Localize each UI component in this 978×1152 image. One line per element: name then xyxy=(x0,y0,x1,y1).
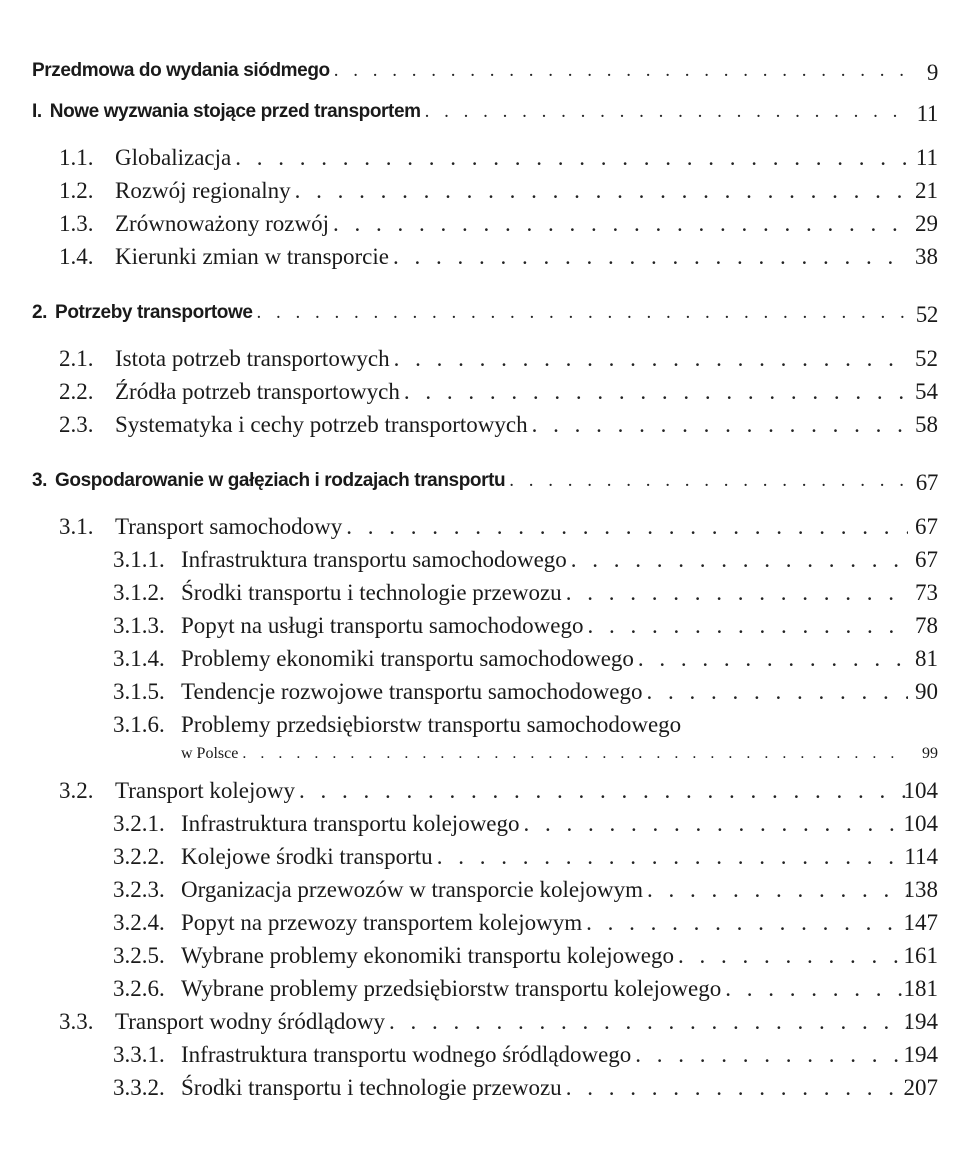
toc-leader-dots xyxy=(638,646,908,672)
toc-entry xyxy=(0,910,978,944)
toc-leader-dots xyxy=(587,613,908,639)
toc-entry xyxy=(0,178,978,212)
toc-title: Organizacja przewozów w transporcie kolejowym xyxy=(181,877,643,902)
toc-entry-text xyxy=(59,379,908,413)
toc-entry xyxy=(0,811,978,845)
toc-entry xyxy=(0,1009,978,1043)
toc-page-number: 67 xyxy=(915,470,938,495)
toc-leader-dots xyxy=(334,60,908,82)
toc-entry-text xyxy=(113,712,908,746)
toc-entry-text xyxy=(113,679,908,713)
toc-page-number: 104 xyxy=(903,778,938,803)
toc-entry xyxy=(0,613,978,647)
toc-chapter-entry xyxy=(0,302,978,336)
toc-number: 1.4. xyxy=(59,244,94,269)
toc-number: 2.3. xyxy=(59,412,94,437)
toc-leader-dots xyxy=(257,302,908,324)
toc-number: 3.1.1. xyxy=(113,547,165,572)
toc-title: Potrzeby transportowe xyxy=(55,302,253,323)
toc-title: Kierunki zmian w transporcie xyxy=(115,244,389,269)
toc-number: 2.2. xyxy=(59,379,94,404)
toc-title: Źródła potrzeb transportowych xyxy=(115,379,400,404)
toc-leader-dots xyxy=(346,514,908,540)
toc-entry-text xyxy=(113,811,908,845)
toc-entry xyxy=(0,346,978,380)
toc-leader-dots xyxy=(586,910,908,936)
toc-leader-dots xyxy=(524,811,908,837)
toc-number: 3.3. xyxy=(59,1009,94,1034)
toc-number: 3.2.6. xyxy=(113,976,165,1001)
toc-leader-dots xyxy=(404,379,908,405)
toc-entry-text xyxy=(113,844,908,878)
toc-page-number: 38 xyxy=(915,244,938,269)
toc-title: Przedmowa do wydania siódmego xyxy=(32,60,330,81)
toc-title: Kolejowe środki transportu xyxy=(181,844,433,869)
toc-entry-text xyxy=(59,145,908,179)
toc-page-number: 104 xyxy=(903,811,938,836)
toc-entry-text xyxy=(113,547,908,581)
toc-page-number: 9 xyxy=(926,60,938,85)
toc-entry-text xyxy=(59,346,908,380)
toc-entry xyxy=(0,646,978,680)
toc-page-number: 52 xyxy=(915,302,938,327)
toc-leader-dots xyxy=(389,1009,908,1035)
toc-entry-text xyxy=(113,877,908,911)
toc-leader-dots xyxy=(295,178,908,204)
toc-number: 3.1. xyxy=(59,514,94,539)
toc-page-number: 147 xyxy=(903,910,938,935)
toc-page-number: 67 xyxy=(915,514,938,539)
toc-entry-text xyxy=(59,1009,908,1043)
toc-leader-dots xyxy=(437,844,908,870)
toc-title: Wybrane problemy przedsiębiorstw transportu kolejowego xyxy=(181,976,722,1001)
toc-leader-dots xyxy=(333,211,908,237)
toc-leader-dots xyxy=(394,346,908,372)
toc-number: 3.2.5. xyxy=(113,943,165,968)
toc-entry-text xyxy=(59,211,908,245)
toc-page-number: 78 xyxy=(915,613,938,638)
toc-entry-text xyxy=(32,60,908,94)
toc-page-number: 114 xyxy=(904,844,938,869)
toc-title: Wybrane problemy ekonomiki transportu kolejowego xyxy=(181,943,674,968)
toc-number: 3.1.6. xyxy=(113,712,165,737)
toc-chapter-entry xyxy=(0,470,978,504)
toc-entry-text xyxy=(59,178,908,212)
toc-entry-text xyxy=(181,745,908,779)
toc-page-number: 90 xyxy=(915,679,938,704)
toc-number: 3.2. xyxy=(59,778,94,803)
toc-number: 1.2. xyxy=(59,178,94,203)
toc-number: 2.1. xyxy=(59,346,94,371)
toc-title: Infrastruktura transportu kolejowego xyxy=(181,811,520,836)
toc-leader-dots xyxy=(678,943,908,969)
toc-leader-dots xyxy=(646,679,908,705)
toc-page-number: 138 xyxy=(903,877,938,902)
toc-number: 3.2.4. xyxy=(113,910,165,935)
toc-leader-dots xyxy=(509,470,908,492)
toc-title: w Polsce xyxy=(181,745,239,762)
toc-entry-text xyxy=(113,1042,908,1076)
toc-title: Istota potrzeb transportowych xyxy=(115,346,390,371)
toc-entry xyxy=(0,778,978,812)
toc-number: 3.1.3. xyxy=(113,613,165,638)
toc-leader-dots xyxy=(532,412,908,438)
toc-number: I. xyxy=(32,101,42,122)
toc-entry xyxy=(0,244,978,278)
toc-page-number: 11 xyxy=(915,145,938,170)
toc-entry xyxy=(0,211,978,245)
toc-chapter-entry xyxy=(0,60,978,94)
toc-number: 3.1.2. xyxy=(113,580,165,605)
toc-entry-text xyxy=(59,244,908,278)
toc-page-number: 11 xyxy=(916,101,938,126)
toc-entry-text xyxy=(113,943,908,977)
toc-title: Transport wodny śródlądowy xyxy=(115,1009,386,1034)
toc-number: 3.2.2. xyxy=(113,844,165,869)
toc-number: 1.3. xyxy=(59,211,94,236)
toc-page-number: 161 xyxy=(903,943,938,968)
toc-title: Popyt na przewozy transportem kolejowym xyxy=(181,910,583,935)
toc-page-number: 54 xyxy=(915,379,938,404)
toc-leader-dots xyxy=(242,745,908,763)
toc-entry-text xyxy=(113,613,908,647)
toc-title: Systematyka i cechy potrzeb transportowych xyxy=(115,412,528,437)
toc-entry-text xyxy=(113,1075,908,1109)
toc-number: 3.1.4. xyxy=(113,646,165,671)
toc-leader-dots xyxy=(299,778,908,804)
toc-page-number: 207 xyxy=(903,1075,938,1100)
toc-page-number: 181 xyxy=(903,976,938,1001)
toc-title: Problemy przedsiębiorstw transportu samochodowego xyxy=(181,712,682,737)
toc-entry xyxy=(0,580,978,614)
toc-title: Środki transportu i technologie przewozu xyxy=(181,1075,562,1100)
toc-number: 3.3.1. xyxy=(113,1042,165,1067)
toc-entry xyxy=(0,943,978,977)
toc-entry xyxy=(0,745,978,779)
toc-entry xyxy=(0,1075,978,1109)
toc-page-number: 81 xyxy=(915,646,938,671)
toc-entry-text xyxy=(113,646,908,680)
toc-title: Problemy ekonomiki transportu samochodowego xyxy=(181,646,634,671)
toc-leader-dots xyxy=(566,580,908,606)
toc-title: Nowe wyzwania stojące przed transportem xyxy=(49,101,421,122)
toc-title: Transport kolejowy xyxy=(115,778,295,803)
toc-entry-text xyxy=(113,910,908,944)
toc-leader-dots xyxy=(635,1042,908,1068)
toc-entry-text xyxy=(59,514,908,548)
toc-number: 1.1. xyxy=(59,145,94,170)
toc-number: 2. xyxy=(32,302,48,323)
toc-page-number: 58 xyxy=(915,412,938,437)
toc-leader-dots xyxy=(235,145,908,171)
toc-number: 3.2.3. xyxy=(113,877,165,902)
toc-chapter-entry xyxy=(0,101,978,135)
toc-entry xyxy=(0,1042,978,1076)
toc-entry-text xyxy=(32,470,908,504)
toc-entry xyxy=(0,877,978,911)
toc-entry-text xyxy=(32,302,908,336)
toc-title: Transport samochodowy xyxy=(115,514,343,539)
toc-page-number: 194 xyxy=(903,1042,938,1067)
toc-number: 3.3.2. xyxy=(113,1075,165,1100)
toc-title: Środki transportu i technologie przewozu xyxy=(181,580,562,605)
toc-page-number: 194 xyxy=(903,1009,938,1034)
toc-page-number: 21 xyxy=(915,178,938,203)
toc-page-number: 29 xyxy=(915,211,938,236)
toc-title: Infrastruktura transportu wodnego śródlądowego xyxy=(181,1042,632,1067)
toc-leader-dots xyxy=(571,547,908,573)
toc-title: Rozwój regionalny xyxy=(115,178,291,203)
toc-leader-dots xyxy=(566,1075,908,1101)
toc-entry xyxy=(0,379,978,413)
toc-title: Globalizacja xyxy=(115,145,232,170)
toc-page-number: 67 xyxy=(915,547,938,572)
toc-entry-text xyxy=(59,778,908,812)
toc-leader-dots xyxy=(393,244,908,270)
toc-entry xyxy=(0,412,978,446)
toc-number: 3.2.1. xyxy=(113,811,165,836)
toc-entry-text xyxy=(59,412,908,446)
toc-title: Popyt na usługi transportu samochodowego xyxy=(181,613,584,638)
toc-number: 3. xyxy=(32,470,48,491)
toc-title: Tendencje rozwojowe transportu samochodowego xyxy=(181,679,643,704)
toc-entry xyxy=(0,514,978,548)
toc-page-number: 99 xyxy=(922,745,938,762)
toc-number: 3.1.5. xyxy=(113,679,165,704)
toc-leader-dots xyxy=(647,877,908,903)
toc-entry xyxy=(0,547,978,581)
toc-entry-text xyxy=(32,101,908,135)
toc-page-number: 73 xyxy=(915,580,938,605)
toc-entry xyxy=(0,679,978,713)
toc-page-number: 52 xyxy=(915,346,938,371)
toc-title: Infrastruktura transportu samochodowego xyxy=(181,547,567,572)
toc-entry xyxy=(0,976,978,1010)
toc-entry-text xyxy=(113,580,908,614)
toc-leader-dots xyxy=(425,101,908,123)
toc-entry xyxy=(0,712,978,746)
toc-entry-text xyxy=(113,976,908,1010)
toc-entry xyxy=(0,844,978,878)
toc-entry xyxy=(0,145,978,179)
toc-title: Gospodarowanie w gałęziach i rodzajach transportu xyxy=(55,470,506,491)
toc-title: Zrównoważony rozwój xyxy=(115,211,329,236)
